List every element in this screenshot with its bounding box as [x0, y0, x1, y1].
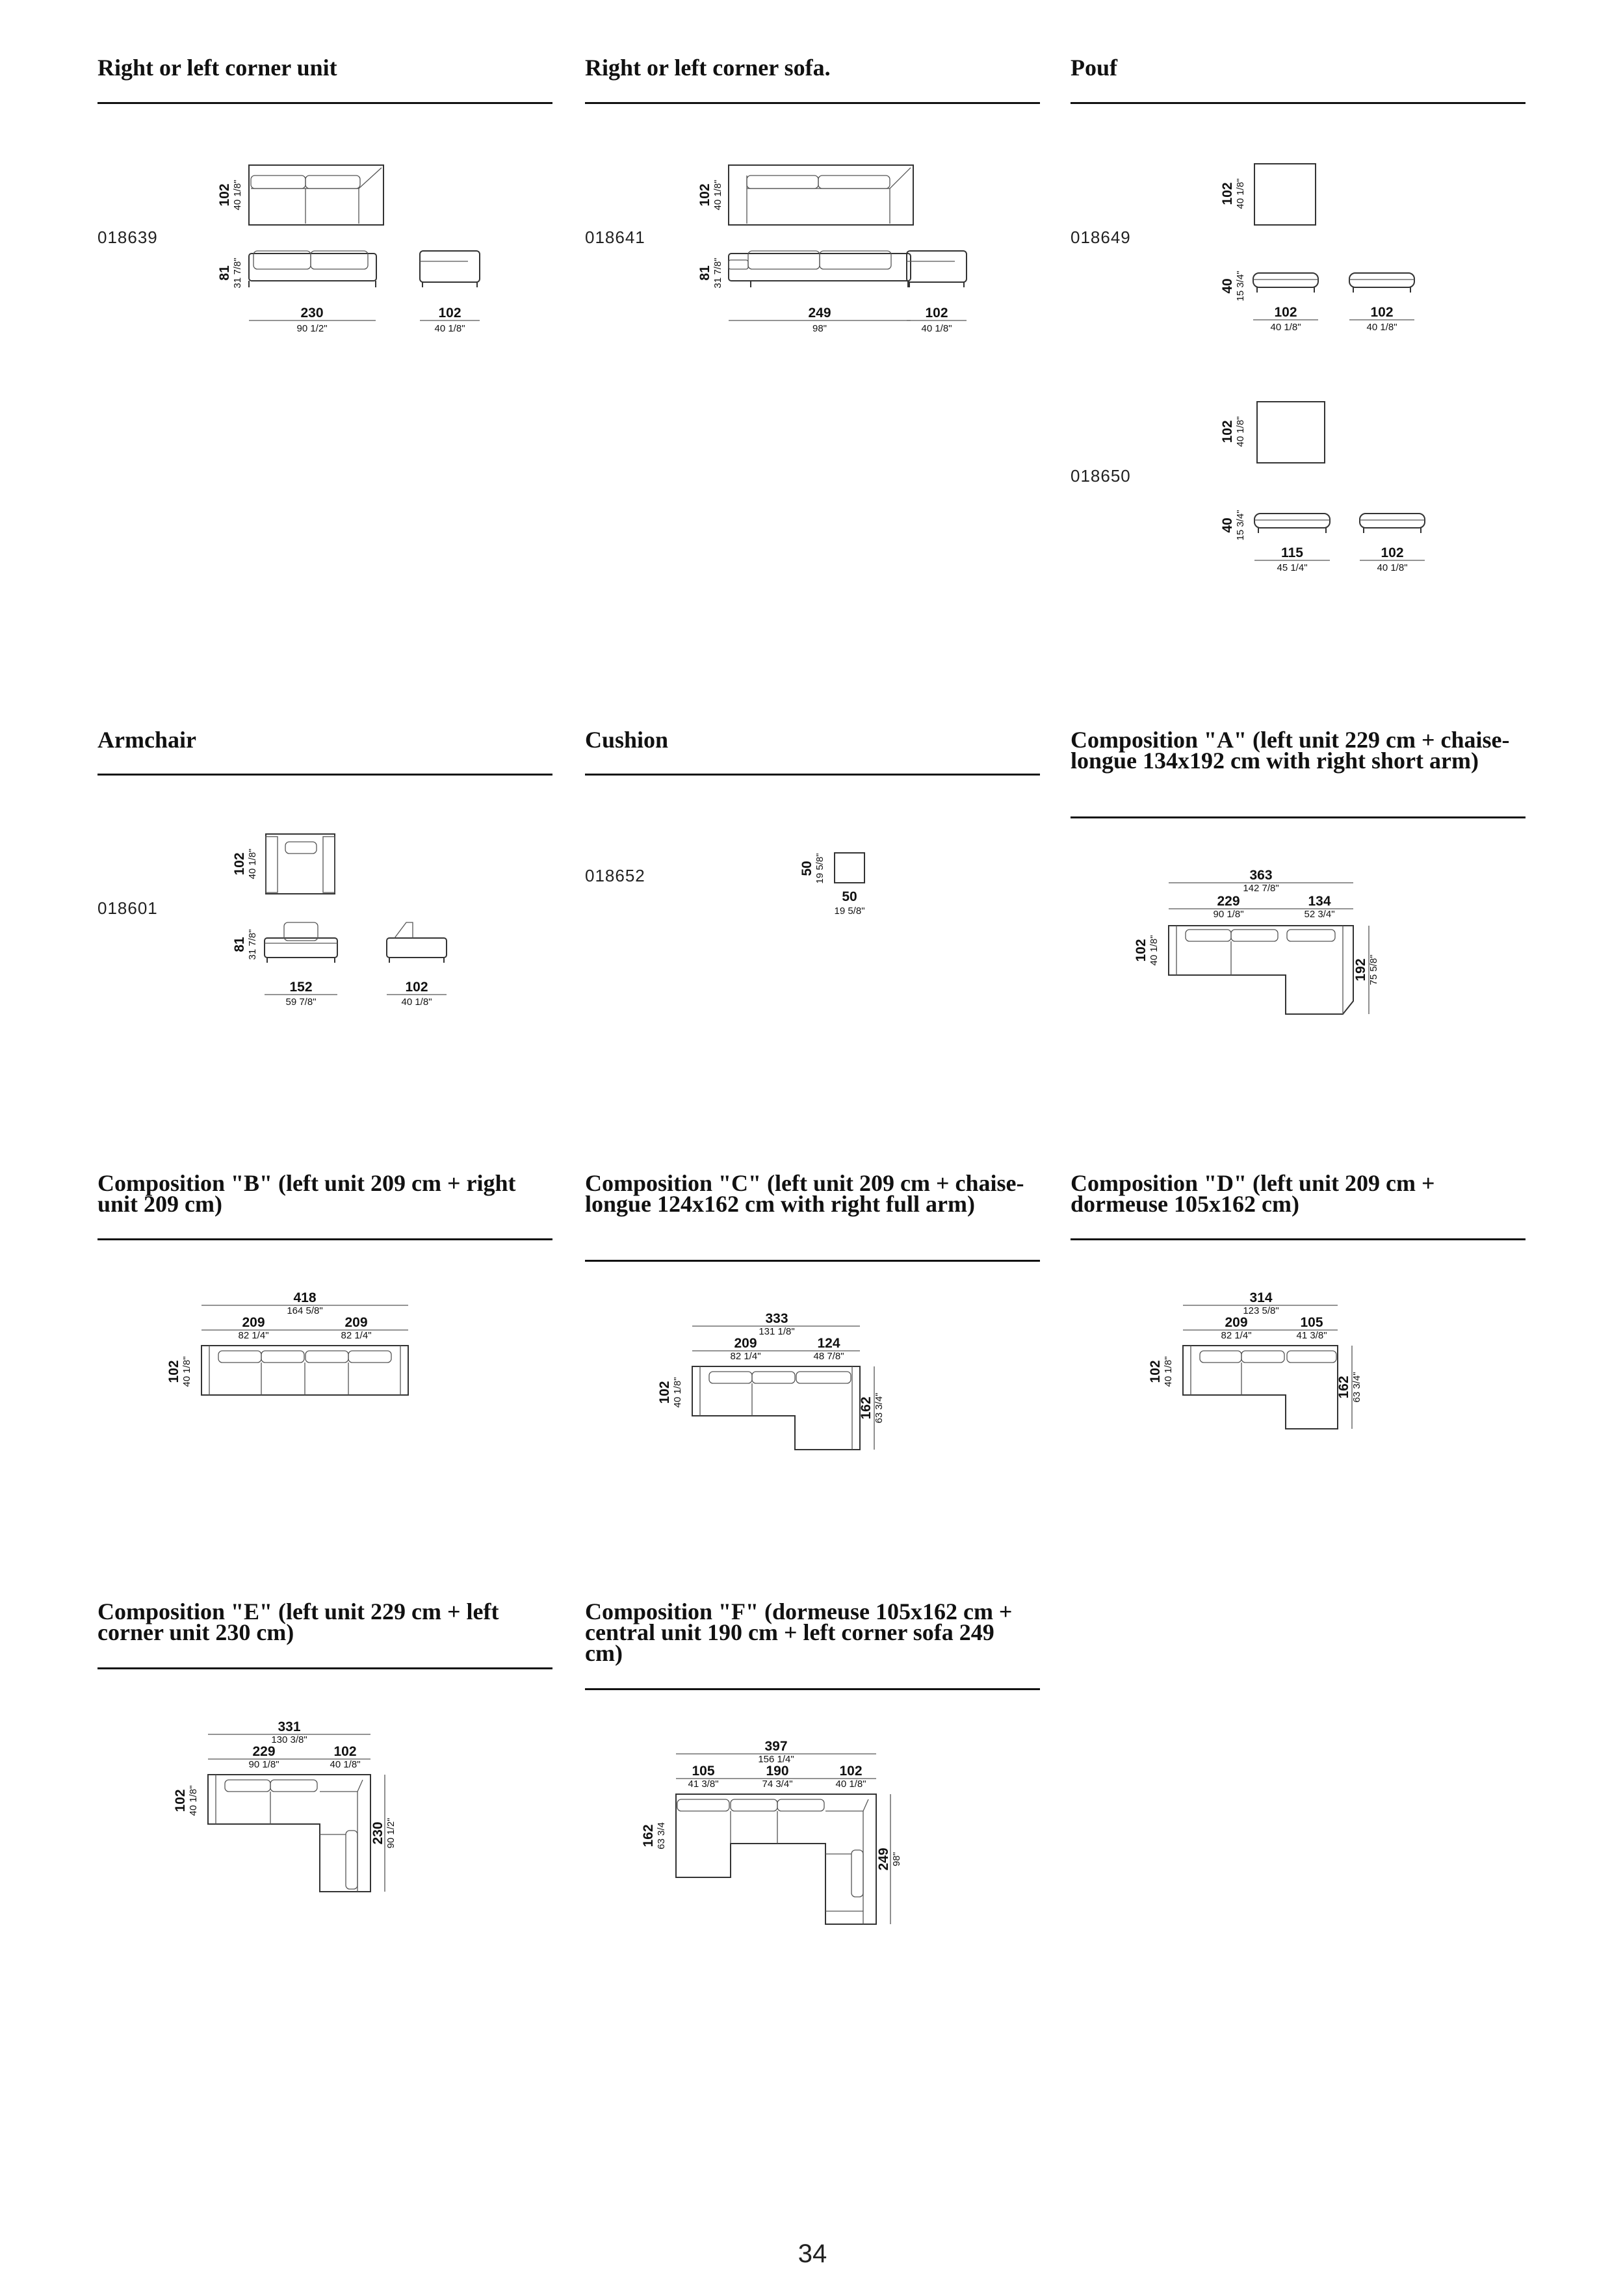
section-title-corner-sofa: Right or left corner sofa.	[585, 55, 831, 81]
dim-total-in: 131 1/8"	[759, 1326, 795, 1337]
dim-part1-in: 82 1/4"	[730, 1351, 761, 1362]
dim-depth-in: 40 1/8"	[247, 848, 258, 880]
dim-part1-in: 41 3/8"	[688, 1779, 719, 1790]
dim-width: 115	[1281, 545, 1303, 560]
dim-width: 50	[842, 889, 857, 904]
dim-total: 331	[278, 1719, 301, 1734]
section-title-composition-d: Composition "D" (left unit 209 cm + dormeuse 105x162 cm)	[1071, 1170, 1435, 1217]
section-rule	[97, 774, 552, 776]
dim-depth: 102	[1148, 1360, 1163, 1383]
dim-depth: 102	[1220, 182, 1235, 205]
dim-depth-in: 40 1/8"	[232, 179, 243, 211]
dim-part2: 105	[1300, 1315, 1323, 1330]
section-rule	[1071, 102, 1526, 104]
dim-total: 418	[293, 1290, 317, 1305]
dim-depth-in: 40 1/8"	[181, 1356, 192, 1387]
dim-part1: 209	[1225, 1315, 1248, 1330]
dim-part1-in: 82 1/4"	[1221, 1330, 1252, 1341]
dim-height-in: 31 7/8"	[232, 257, 243, 289]
dim-depth: 102	[232, 852, 247, 876]
dim-width-in: 98"	[812, 323, 827, 334]
corner-unit-drawing	[208, 156, 494, 345]
product-code: 018652	[585, 866, 645, 885]
dim-width: 249	[808, 306, 831, 320]
section-title-composition-e: Composition "E" (left unit 229 cm + left corner unit 230 cm)	[97, 1598, 499, 1645]
dim-part1: 209	[242, 1315, 265, 1330]
product-code: 018650	[1071, 466, 1131, 486]
dim-depth-in: 40 1/8"	[1163, 1356, 1174, 1387]
dim-height: 40	[1220, 278, 1235, 294]
dim-height: 81	[217, 265, 232, 281]
dim-side: 102	[925, 306, 948, 320]
dim-depth: 102	[1134, 939, 1149, 962]
dim-part2-in: 40 1/8"	[330, 1759, 361, 1770]
dim-side-in: 40 1/8"	[1366, 322, 1397, 333]
section-rule	[585, 774, 1040, 776]
section-rule	[97, 1667, 552, 1669]
composition-f-drawing	[637, 1729, 923, 1944]
dim-height-in: 31 7/8"	[247, 929, 258, 960]
dim-total-in: 142 7/8"	[1243, 883, 1279, 894]
dim-part3: 102	[839, 1764, 863, 1779]
dim-depth: 102	[657, 1381, 672, 1404]
dim-part1: 229	[1217, 894, 1240, 909]
composition-c-drawing	[653, 1301, 913, 1477]
dim-part2: 102	[333, 1744, 357, 1759]
dim-total: 333	[765, 1311, 788, 1326]
composition-a-drawing	[1131, 858, 1404, 1047]
dim-width-in: 59 7/8"	[285, 997, 317, 1008]
dim-part2-in: 52 3/4"	[1304, 909, 1335, 920]
section-rule	[97, 1238, 552, 1240]
dim-side-in: 40 1/8"	[434, 323, 465, 334]
dim-length-in: 63 3/4"	[1351, 1372, 1362, 1403]
section-title-composition-f: Composition "F" (dormeuse 105x162 cm + central unit 190 cm + left corner sofa 249 cm)	[585, 1598, 1013, 1666]
dim-part2: 134	[1308, 894, 1331, 909]
dim-part1-in: 82 1/4"	[238, 1330, 269, 1341]
dim-height-in: 15 3/4"	[1235, 510, 1246, 541]
dim-length: 230	[370, 1821, 385, 1845]
dim-total: 314	[1249, 1290, 1273, 1305]
section-rule	[1071, 1238, 1526, 1240]
dim-side-in: 40 1/8"	[401, 997, 432, 1008]
dim-width-in: 19 5/8"	[834, 906, 865, 917]
section-title-cushion: Cushion	[585, 727, 669, 753]
dim-part2: 190	[766, 1764, 789, 1779]
dim-length-in: 63 3/4"	[874, 1392, 885, 1424]
dim-depth: 162	[641, 1824, 656, 1847]
dim-width-in: 40 1/8"	[1270, 322, 1301, 333]
dim-part2-in: 82 1/4"	[341, 1330, 372, 1341]
product-code: 018601	[97, 898, 158, 918]
dim-depth-in: 40 1/8"	[1235, 178, 1246, 209]
dim-length: 162	[859, 1396, 874, 1420]
page-number: 34	[798, 2239, 827, 2268]
dim-height-in: 31 7/8"	[712, 257, 723, 289]
dim-length-in: 90 1/2"	[385, 1818, 396, 1849]
dim-side-in: 40 1/8"	[1377, 562, 1408, 573]
dim-depth-in: 40 1/8"	[1235, 416, 1246, 447]
dim-side: 102	[438, 306, 461, 320]
section-title-composition-b: Composition "B" (left unit 209 cm + right unit 209 cm)	[97, 1170, 516, 1217]
dim-height: 50	[799, 861, 814, 876]
dim-part2: 209	[344, 1315, 368, 1330]
dim-part2-in: 74 3/4"	[762, 1779, 793, 1790]
dim-height-in: 15 3/4"	[1235, 270, 1246, 302]
dim-part2: 124	[817, 1336, 840, 1351]
section-rule	[585, 1688, 1040, 1690]
dim-length-in: 75 5/8"	[1368, 954, 1379, 985]
dim-width-in: 90 1/2"	[296, 323, 328, 334]
composition-b-drawing	[162, 1281, 422, 1417]
armchair-drawing	[224, 829, 458, 1017]
pouf-drawing-1	[1209, 156, 1430, 338]
dim-total: 397	[764, 1739, 788, 1754]
section-title-corner-unit: Right or left corner unit	[97, 55, 337, 81]
dim-part1-in: 90 1/8"	[248, 1759, 279, 1770]
section-title-composition-a: Composition "A" (left unit 229 cm + chaise-longue 134x192 cm with right short arm)	[1071, 727, 1510, 774]
section-rule	[1071, 816, 1526, 818]
composition-d-drawing	[1144, 1281, 1404, 1443]
product-code: 018639	[97, 228, 158, 247]
product-code: 018641	[585, 228, 645, 247]
dim-length: 249	[876, 1847, 891, 1871]
section-rule	[585, 102, 1040, 104]
dim-part1: 209	[734, 1336, 757, 1351]
dim-depth: 102	[697, 183, 712, 207]
dim-depth-in: 40 1/8"	[188, 1785, 199, 1816]
dim-depth-in: 63 3/4	[656, 1822, 667, 1849]
dim-depth-in: 40 1/8"	[712, 179, 723, 211]
dim-length: 162	[1336, 1376, 1351, 1399]
section-rule	[585, 1260, 1040, 1262]
dim-depth: 102	[166, 1360, 181, 1383]
dim-length: 192	[1353, 958, 1368, 982]
dim-side: 102	[405, 980, 428, 995]
section-rule	[97, 102, 552, 104]
dim-part1: 229	[252, 1744, 276, 1759]
dim-depth: 102	[217, 183, 232, 207]
product-code: 018649	[1071, 228, 1131, 247]
dim-depth-in: 40 1/8"	[1149, 935, 1160, 966]
dim-width-in: 45 1/4"	[1277, 562, 1308, 573]
dim-depth-in: 40 1/8"	[672, 1377, 683, 1408]
pouf-drawing-2	[1209, 397, 1430, 579]
dim-width: 230	[300, 306, 324, 320]
dim-total-in: 130 3/8"	[271, 1734, 307, 1745]
dim-total-in: 156 1/4"	[758, 1754, 794, 1765]
dim-part3-in: 40 1/8"	[835, 1779, 866, 1790]
section-title-pouf: Pouf	[1071, 55, 1117, 81]
section-title-armchair: Armchair	[97, 727, 196, 753]
dim-height-in: 19 5/8"	[814, 853, 825, 884]
dim-height: 40	[1220, 517, 1235, 533]
dim-height: 81	[232, 937, 247, 952]
dim-part1: 105	[692, 1764, 715, 1779]
corner-sofa-drawing	[686, 156, 978, 345]
dim-side-in: 40 1/8"	[921, 323, 952, 334]
dim-depth: 102	[1220, 420, 1235, 443]
dim-side: 102	[1370, 305, 1394, 320]
dim-length-in: 98"	[891, 1851, 902, 1867]
composition-e-drawing	[169, 1710, 429, 1911]
dim-width: 102	[1274, 305, 1297, 320]
dim-height: 81	[697, 265, 712, 281]
cushion-drawing	[786, 845, 890, 930]
dim-side: 102	[1381, 545, 1404, 560]
dim-depth: 102	[173, 1789, 188, 1812]
dim-total: 363	[1249, 868, 1273, 883]
dim-total-in: 123 5/8"	[1243, 1305, 1279, 1316]
dim-part1-in: 90 1/8"	[1213, 909, 1244, 920]
section-title-composition-c: Composition "C" (left unit 209 cm + chaise-longue 124x162 cm with right full arm)	[585, 1170, 1024, 1217]
dim-total-in: 164 5/8"	[287, 1305, 323, 1316]
dim-width: 152	[289, 980, 313, 995]
dim-part2-in: 48 7/8"	[813, 1351, 844, 1362]
dim-part2-in: 41 3/8"	[1296, 1330, 1327, 1341]
